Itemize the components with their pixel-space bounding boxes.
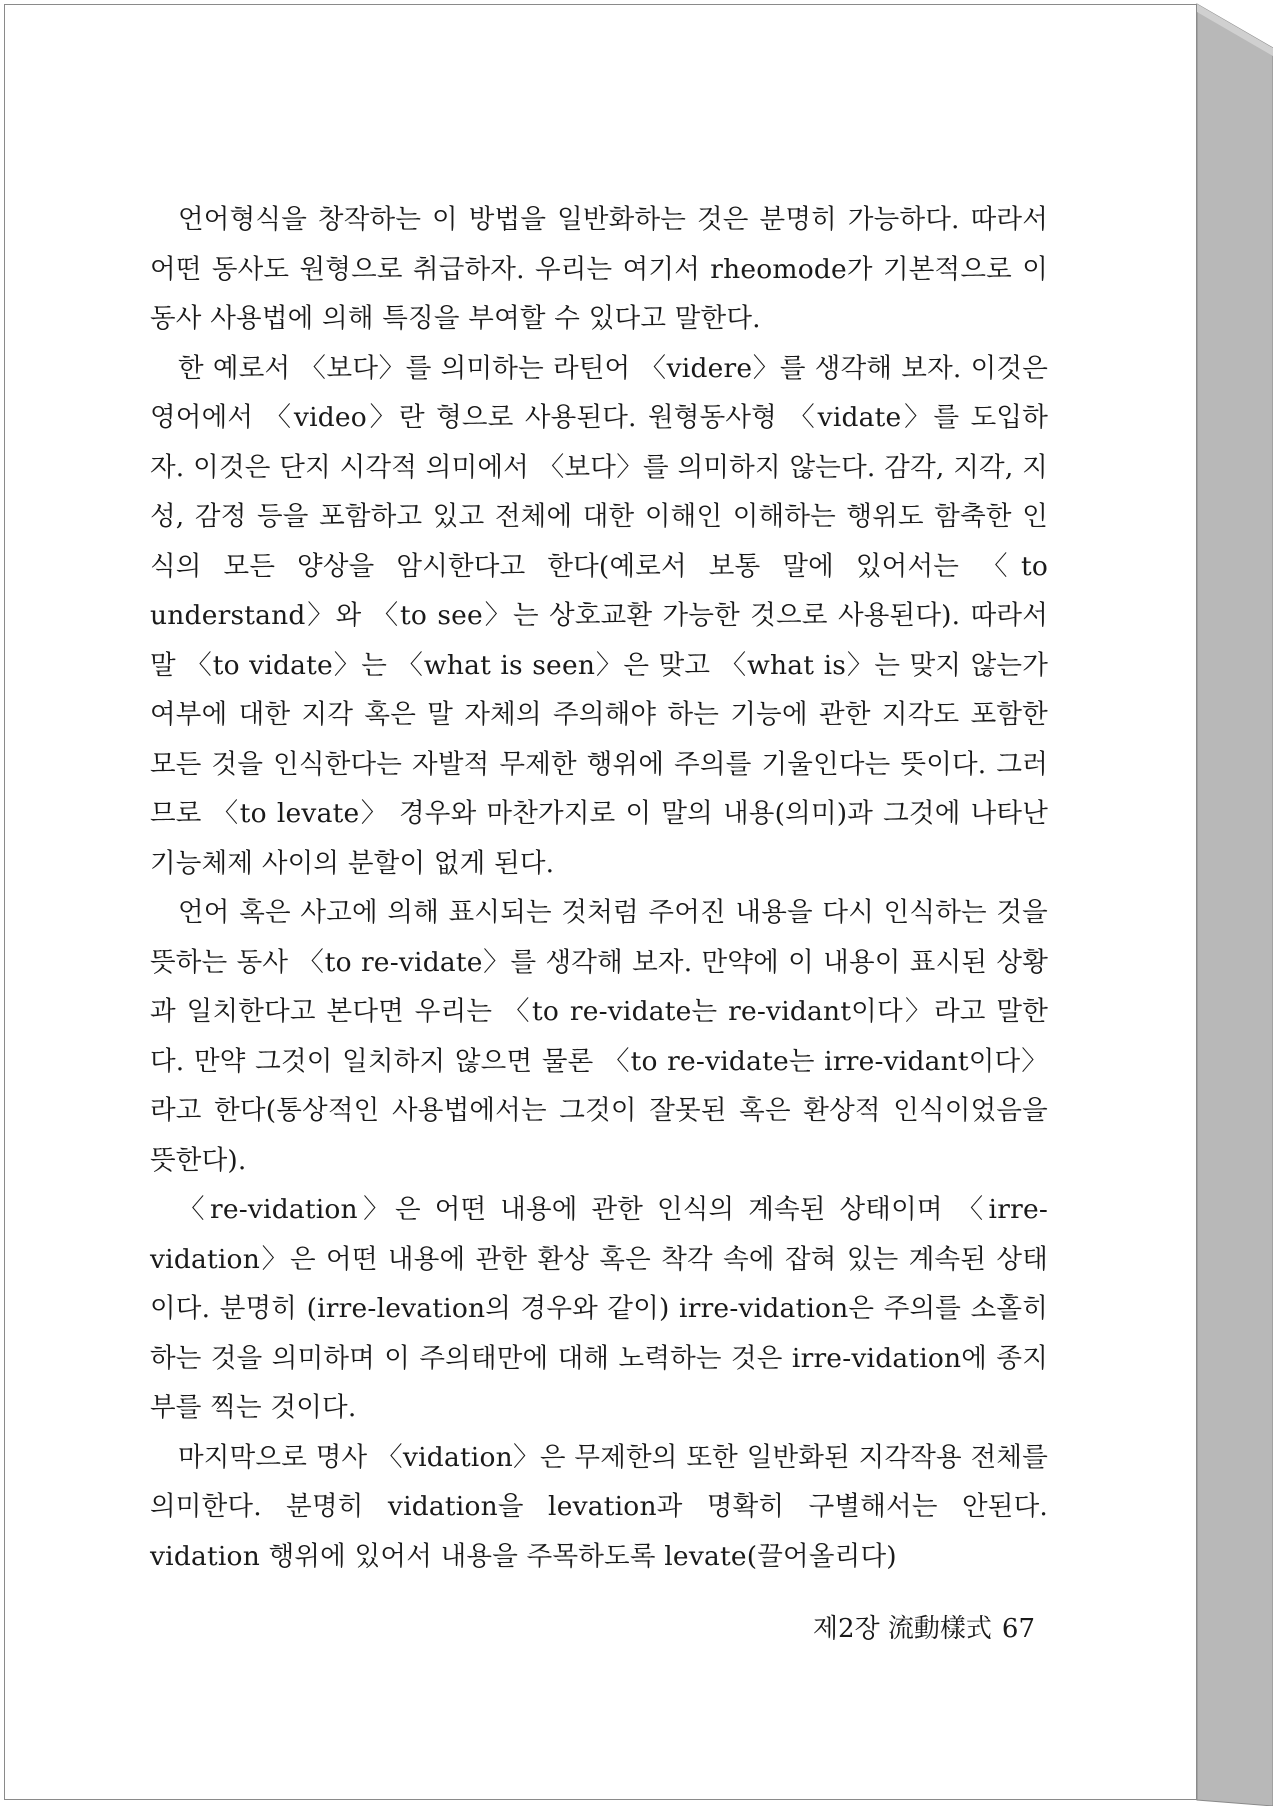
page-footer: [803, 1608, 1035, 1645]
paragraph-5: 마지막으로 명사 〈vidation〉은 무제한의 또한 일반화된 지각작용 전체를 의미한다. 분명히 vidation을 levation과 명확히 구별해서는 안된다. vidation 행위에 있어서 내용을 주목하도록 levate(끌어올리다): [150, 1441, 1048, 1572]
body-text: [150, 195, 1048, 1581]
chapter-title: 제2장 流動樣式: [812, 1614, 992, 1644]
paragraph-3: 언어 혹은 사고에 의해 표시되는 것처럼 주어진 내용을 다시 인식하는 것을 뜻하는 동사 〈to re-vidate〉를 생각해 보자. 만약에 이 내용이 표시된 상황과 일치한다고 본다면 우리는 〈to re-vidate는 re-vidant이다〉라고 말한다. 만약 그것이 일치하지 않으면 물론 〈to re-vidate는 irre-vidant이다〉라고 한다(통상적인 사용법에서는 그것이 잘못된 혹은 환상적 인식이었음을 뜻한다).: [150, 897, 1048, 1176]
paragraph-4: 〈re-vidation〉은 어떤 내용에 관한 인식의 계속된 상태이며 〈irre-vidation〉은 어떤 내용에 관한 환상 혹은 착각 속에 잡혀 있는 계속된 상태이다. 분명히 (irre-levation의 경우와 같이) irre-vidation은 주의를 소홀히 하는 것을 의미하며 이 주의태만에 대해 노력하는 것은 irre-vidation에 종지부를 찍는 것이다.: [150, 1194, 1048, 1423]
paragraph-2: 한 예로서 〈보다〉를 의미하는 라틴어 〈videre〉를 생각해 보자. 이것은 영어에서 〈video〉란 형으로 사용된다. 원형동사형 〈vidate〉를 도입하자. 이것은 단지 시각적 의미에서 〈보다〉를 의미하지 않는다. 감각, 지각, 지성, 감정 등을 포함하고 있고 전체에 대한 이해인 이해하는 행위도 함축한 인식의 모든 양상을 암시한다고 한다(예로서 보통 말에 있어서는 〈to understand〉와 〈to see〉는 상호교환 가능한 것으로 사용된다). 따라서 말 〈to vidate〉는 〈what is seen〉은 맞고 〈what is〉는 맞지 않는가 여부에 대한 지각 혹은 말 자체의 주의해야 하는 기능에 관한 지각도 포함한 모든 것을 인식한다는 자발적 무제한 행위에 주의를 기울인다는 뜻이다. 그러므로 〈to levate〉 경우와 마찬가지로 이 말의 내용(의미)과 그것에 나타난 기능체제 사이의 분할이 없게 된다.: [150, 352, 1048, 879]
page-number: 67: [1001, 1614, 1035, 1644]
paragraph-1: 언어형식을 창작하는 이 방법을 일반화하는 것은 분명히 가능하다. 따라서 어떤 동사도 원형으로 취급하자. 우리는 여기서 rheomode가 기본적으로 이 동사 사용법에 의해 특징을 부여할 수 있다고 말한다.: [150, 204, 1048, 334]
